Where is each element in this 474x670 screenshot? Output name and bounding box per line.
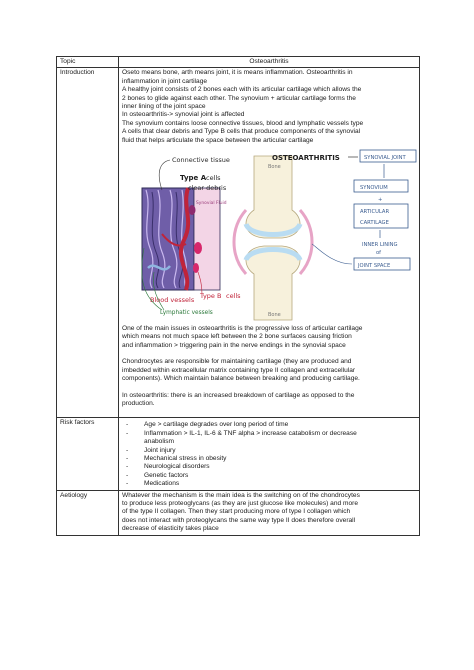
- aetiology-label: Aetiology: [57, 490, 119, 535]
- illustration-svg: [122, 148, 418, 322]
- label-inner-lining: INNER LINING: [362, 242, 398, 249]
- intro-line: fluid that helps articulate the space between the articular cartilage: [122, 136, 314, 144]
- intro-line: The synovium contains loose connective tissues, blood and lymphatic vessels type: [122, 119, 364, 127]
- header-topic: Topic: [57, 57, 119, 68]
- intro-line: Oseto means bone, arth means joint, it is means inflammation. Osteoarthritis in: [122, 69, 353, 77]
- label-articular: ARTICULAR: [360, 209, 390, 216]
- type-a-cell: [189, 205, 196, 215]
- list-item: - Neurological disorders: [122, 463, 416, 471]
- label-type-b: Type B: [200, 292, 222, 301]
- list-item: - Inflammation > IL-1, IL-6 & TNF alpha > increase catabolism or decrease: [122, 430, 416, 438]
- intro-line: which means not much space left between the 2 bone surfaces causing friction: [122, 333, 352, 341]
- intro-line: A healthy joint consists of 2 bones each with its articular cartilage which allows the: [122, 86, 362, 94]
- label-cartilage: CARTILAGE: [360, 220, 389, 227]
- label-synovial-fluid: Synovial Fluid: [196, 201, 227, 207]
- intro-line: production.: [122, 399, 155, 407]
- arrow-joint-space: [312, 244, 352, 264]
- risk-factors-label: Risk factors: [57, 418, 119, 490]
- list-item: - Mechanical stress in obesity: [122, 455, 416, 463]
- intro-line: 2 bones to glide against each other. The synovium + articular cartilage forms the: [122, 94, 356, 102]
- label-lymphatic-vessels: Lymphatic vessels: [160, 310, 213, 317]
- aetiology-line: does not interact with proteoglycans the same way type II does therefore overall: [122, 516, 356, 524]
- label-osteoarthritis: OSTEOARTHRITIS: [272, 154, 340, 163]
- risk-factors-list: [122, 421, 416, 488]
- risk-factors-content: [119, 418, 420, 490]
- label-bone-bottom: Bone: [268, 312, 281, 319]
- label-type-a: Type A: [180, 174, 207, 183]
- aetiology-line: to produce less proteoglycans (as they are just glucose like molecules) and more: [122, 499, 359, 507]
- label-synovium: SYNOVIUM: [360, 185, 388, 192]
- aetiology-content: [119, 490, 420, 535]
- aetiology-line: decrease of elasticity takes place: [122, 525, 219, 533]
- header-title: Osteoarthritis: [119, 57, 420, 68]
- label-of: of: [376, 250, 382, 257]
- label-synovial-joint: SYNOVIAL JOINT: [364, 155, 406, 162]
- list-item: - Medications: [122, 480, 416, 488]
- intro-line: One of the main issues in osteoarthritis is the progressive loss of articular cartilage: [122, 325, 363, 333]
- list-item: - Age > cartilage degrades over long period of time: [122, 421, 416, 429]
- list-item: - Genetic factors: [122, 472, 416, 480]
- synovium-capsule-left: [234, 210, 246, 274]
- aetiology-row: [57, 490, 420, 535]
- arrow-connective: [159, 160, 170, 190]
- label-plus: +: [378, 197, 383, 204]
- label-type-b-cells: cells: [226, 292, 241, 301]
- intro-line: In osteoarthritis: there is an increased breakdown of cartilage as opposed to the: [122, 391, 355, 399]
- aetiology-line: of the type II collagen. Then they start producing more of type I collagen which: [122, 508, 351, 516]
- label-bone-top: Bone: [268, 164, 281, 171]
- introduction-row: [57, 68, 420, 418]
- type-b-cell: [193, 263, 199, 273]
- intro-line: imbedded within extracellular matrix containing type II collagen and extracellular: [122, 366, 356, 374]
- intro-line: A cells that clear debris and Type B cells that produce components of the synovial: [122, 128, 361, 136]
- introduction-label: Introduction: [57, 68, 119, 418]
- notes-table: [56, 56, 420, 536]
- risk-factors-row: [57, 418, 420, 490]
- type-b-cell: [194, 242, 202, 254]
- intro-line: In osteoarthritis-> synovial joint is affected: [122, 111, 245, 119]
- intro-line: inner lining of the joint space: [122, 103, 206, 111]
- synovium-capsule-right: [300, 210, 312, 274]
- bone-bottom: [246, 246, 300, 320]
- intro-line: inflammation in joint cartilage: [122, 77, 208, 85]
- intro-line: Chondrocytes are responsible for maintaining cartilage (they are produced and: [122, 358, 352, 366]
- label-joint-space: JOINT SPACE: [358, 263, 391, 270]
- label-type-a-cells: cells: [206, 174, 221, 183]
- synovial-joint-illustration: [122, 148, 418, 322]
- list-item-continuation: anabolism: [144, 438, 175, 446]
- header-row: [57, 57, 420, 68]
- label-clear-debris: clear debris: [188, 184, 227, 193]
- label-connective-tissue: Connective tissue: [172, 156, 230, 165]
- intro-line: components). Which maintain balance between breaking and producing cartilage.: [122, 375, 360, 383]
- intro-line: and inflammation > triggering pain in the nerve endings in the synovial space: [122, 341, 346, 349]
- aetiology-line: Whatever the mechanism is the main idea is the switching on of the chondrocytes: [122, 491, 360, 499]
- list-item: - Joint injury: [122, 447, 416, 455]
- label-blood-vessels: Blood vessels: [150, 296, 195, 305]
- introduction-content: [119, 68, 420, 418]
